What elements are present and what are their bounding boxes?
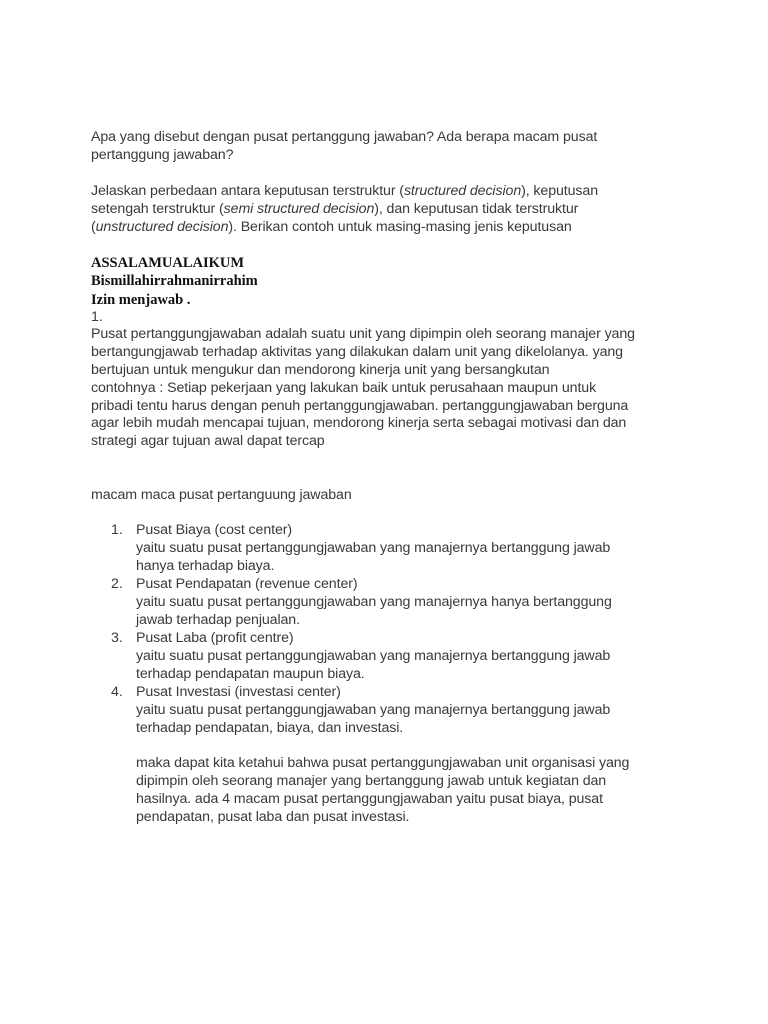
question-2-text: ), keputusan bbox=[521, 183, 599, 199]
question-2-line-1 bbox=[91, 182, 598, 200]
list-item-title: Pusat Laba (profit centre) bbox=[136, 630, 294, 646]
question-2-line-2 bbox=[91, 200, 578, 218]
list-item-title: Pusat Pendapatan (revenue center) bbox=[136, 576, 358, 592]
question-2-line-3 bbox=[91, 218, 572, 236]
answer-1-line: agar lebih mudah mencapai tujuan, mendorong kinerja serta sebagai motivasi dan dan bbox=[91, 415, 627, 431]
greeting-basmalah: Bismillahirrahmanirrahim bbox=[91, 273, 258, 289]
list-item-number: 4. bbox=[111, 684, 123, 700]
answer-1-line: Pusat pertanggungjawaban adalah suatu unit yang dipimpin oleh seorang manajer yang bbox=[91, 326, 635, 342]
answer-1-number: 1. bbox=[91, 309, 103, 325]
list-item-number: 1. bbox=[111, 522, 123, 538]
question-2-text: ), dan keputusan tidak terstruktur bbox=[374, 201, 579, 217]
types-heading: macam maca pusat pertanguung jawaban bbox=[91, 487, 352, 503]
conclusion-line: pendapatan, pusat laba dan pusat investasi. bbox=[136, 809, 410, 825]
greeting-izin: Izin menjawab . bbox=[91, 292, 191, 308]
answer-1-line: pribadi tentu harus dengan penuh pertanggungjawaban. pertanggungjawaban berguna bbox=[91, 398, 629, 414]
question-2-term: structured decision bbox=[403, 183, 522, 199]
list-item-desc: yaitu suatu pusat pertanggungjawaban yang manajernya bertanggung jawab bbox=[136, 702, 611, 718]
list-item-title: Pusat Investasi (investasi center) bbox=[136, 684, 341, 700]
list-item-desc: terhadap pendapatan maupun biaya. bbox=[136, 666, 365, 682]
question-2-text: ( bbox=[91, 219, 96, 235]
list-item-desc: yaitu suatu pusat pertanggungjawaban yang manajernya hanya bertanggung bbox=[136, 594, 612, 610]
list-item-desc: hanya terhadap biaya. bbox=[136, 558, 275, 574]
question-2-text: setengah terstruktur ( bbox=[91, 201, 224, 217]
greeting-salam: ASSALAMUALAIKUM bbox=[91, 255, 245, 271]
list-item-title: Pusat Biaya (cost center) bbox=[136, 522, 292, 538]
question-2-text: Jelaskan perbedaan antara keputusan terstruktur ( bbox=[91, 183, 404, 199]
answer-1-line: bertujuan untuk mengukur dan mendorong kinerja unit yang bersangkutan bbox=[91, 362, 550, 378]
question-2-term: unstructured decision bbox=[95, 219, 229, 235]
answer-1-line: bertangungjawab terhadap aktivitas yang dilakukan dalam unit yang dikelolanya. yang bbox=[91, 344, 623, 360]
list-item-number: 2. bbox=[111, 576, 123, 592]
list-item-number: 3. bbox=[111, 630, 123, 646]
answer-1-line: strategi agar tujuan awal dapat tercap bbox=[91, 433, 325, 449]
conclusion-line: dipimpin oleh seorang manajer yang bertanggung jawab untuk kegiatan dan bbox=[136, 773, 607, 789]
question-1-line-2: pertanggung jawaban? bbox=[91, 147, 234, 163]
question-1-line-1: Apa yang disebut dengan pusat pertanggung jawaban? Ada berapa macam pusat bbox=[91, 129, 598, 145]
list-item-desc: yaitu suatu pusat pertanggungjawaban yang manajernya bertanggung jawab bbox=[136, 648, 611, 664]
list-item-desc: jawab terhadap penjualan. bbox=[136, 612, 300, 628]
list-item-desc: terhadap pendapatan, biaya, dan investasi. bbox=[136, 720, 404, 736]
conclusion-line: hasilnya. ada 4 macam pusat pertanggungjawaban yaitu pusat biaya, pusat bbox=[136, 791, 603, 807]
question-2-text: ). Berikan contoh untuk masing-masing jenis keputusan bbox=[228, 219, 572, 235]
question-2-term: semi structured decision bbox=[223, 201, 375, 217]
list-item-desc: yaitu suatu pusat pertanggungjawaban yang manajernya bertanggung jawab bbox=[136, 540, 611, 556]
answer-1-line: contohnya : Setiap pekerjaan yang lakukan baik untuk perusahaan maupun untuk bbox=[91, 380, 597, 396]
conclusion-line: maka dapat kita ketahui bahwa pusat pertanggungjawaban unit organisasi yang bbox=[136, 755, 630, 771]
